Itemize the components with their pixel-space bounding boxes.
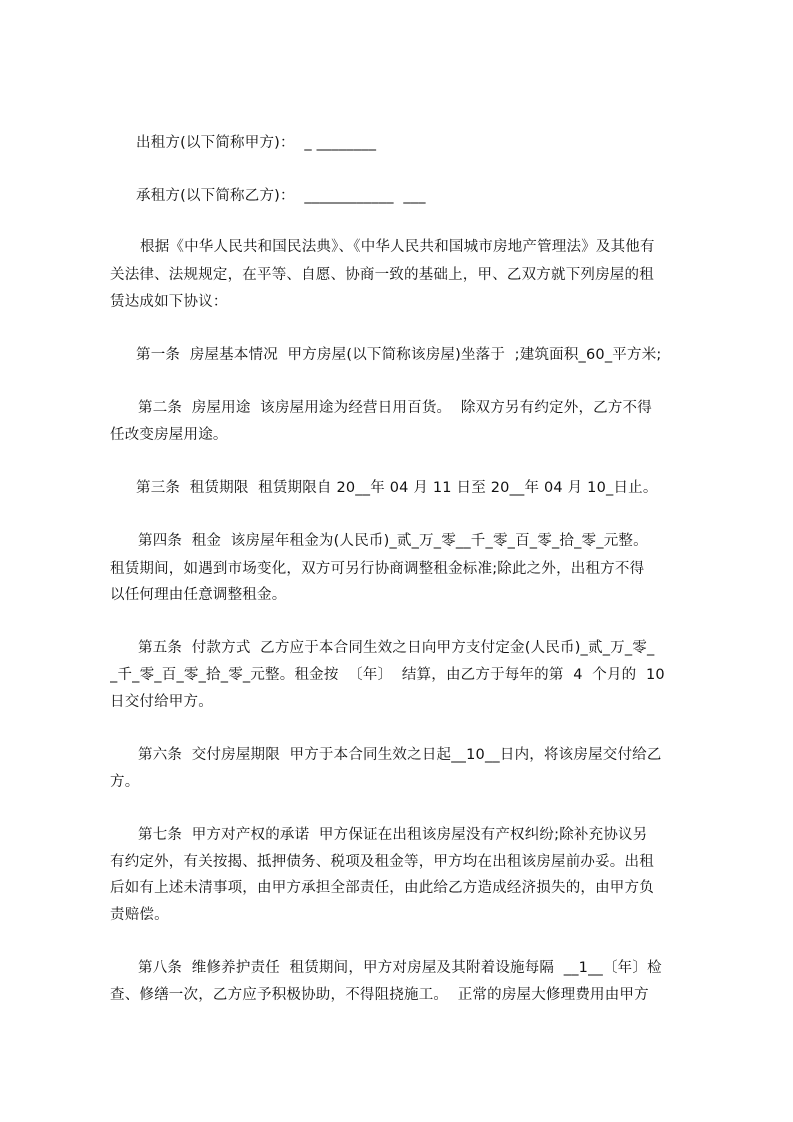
- intro-line-3: 赁达成如下协议：: [110, 294, 228, 310]
- article3-line-1: 第三条 租赁期限 租赁期限自 20__年 04 月 11 日至 20__年 04 月 10_日止。: [136, 480, 658, 496]
- article5-line-3: 日交付给甲方。: [110, 694, 213, 710]
- article7-line-4: 责赔偿。: [110, 907, 169, 923]
- article8-line-2: 查、修缮一次，乙方应予积极协助，不得阻挠施工。 正常的房屋大修理费用由甲方: [110, 987, 649, 1003]
- article7-line-2: 有约定外，有关按揭、抵押债务、税项及租金等，甲方均在出租该房屋前办妥。出租: [110, 854, 654, 870]
- article4-line-1: 第四条 租金 该房屋年租金为(人民币)_贰_万_零__千_零_百_零_拾_零_元整。: [138, 533, 648, 549]
- article4-line-3: 以任何理由任意调整租金。: [110, 587, 287, 603]
- article2-line-2: 任改变房屋用途。: [110, 427, 228, 443]
- article7-line-1: 第七条 甲方对产权的承诺 甲方保证在出租该房屋没有产权纠纷;除补充协议另: [138, 827, 648, 843]
- article4-line-2: 租赁期间，如遇到市场变化，双方可另行协商调整租金标准;除此之外，出租方不得: [110, 561, 645, 577]
- article8-line-1: 第八条 维修养护责任 租赁期间，甲方对房屋及其附着设施每隔 __1__〔年〕检: [138, 960, 662, 976]
- article6-line-1: 第六条 交付房屋期限 甲方于本合同生效之日起__10__日内，将该房屋交付给乙: [138, 747, 662, 763]
- lessee-line: 承租方(以下简称乙方)： ____________ ___: [136, 188, 426, 204]
- intro-line-1: 根据《中华人民共和国民法典》、《中华人民共和国城市房地产管理法》及其他有: [140, 239, 655, 255]
- article5-line-2: _千_零_百_零_拾_零_元整。租金按 〔年〕 结算，由乙方于每年的第 4 个月的 10: [110, 667, 665, 683]
- article7-line-3: 后如有上述未清事项，由甲方承担全部责任，由此给乙方造成经济损失的，由甲方负: [110, 880, 654, 896]
- article1-line-1: 第一条 房屋基本情况 甲方房屋(以下简称该房屋)坐落于 ;建筑面积_60_平方米;: [136, 347, 662, 363]
- article6-line-2: 方。: [110, 774, 140, 790]
- intro-line-2: 关法律、法规规定，在平等、自愿、协商一致的基础上，甲、乙双方就下列房屋的租: [110, 267, 654, 283]
- article2-line-1: 第二条 房屋用途 该房屋用途为经营日用百货。 除双方另有约定外，乙方不得: [138, 400, 652, 416]
- lessor-line: 出租方(以下简称甲方)： _ ________: [136, 135, 377, 151]
- article5-line-1: 第五条 付款方式 乙方应于本合同生效之日向甲方支付定金(人民币)_贰_万_零_: [138, 640, 655, 656]
